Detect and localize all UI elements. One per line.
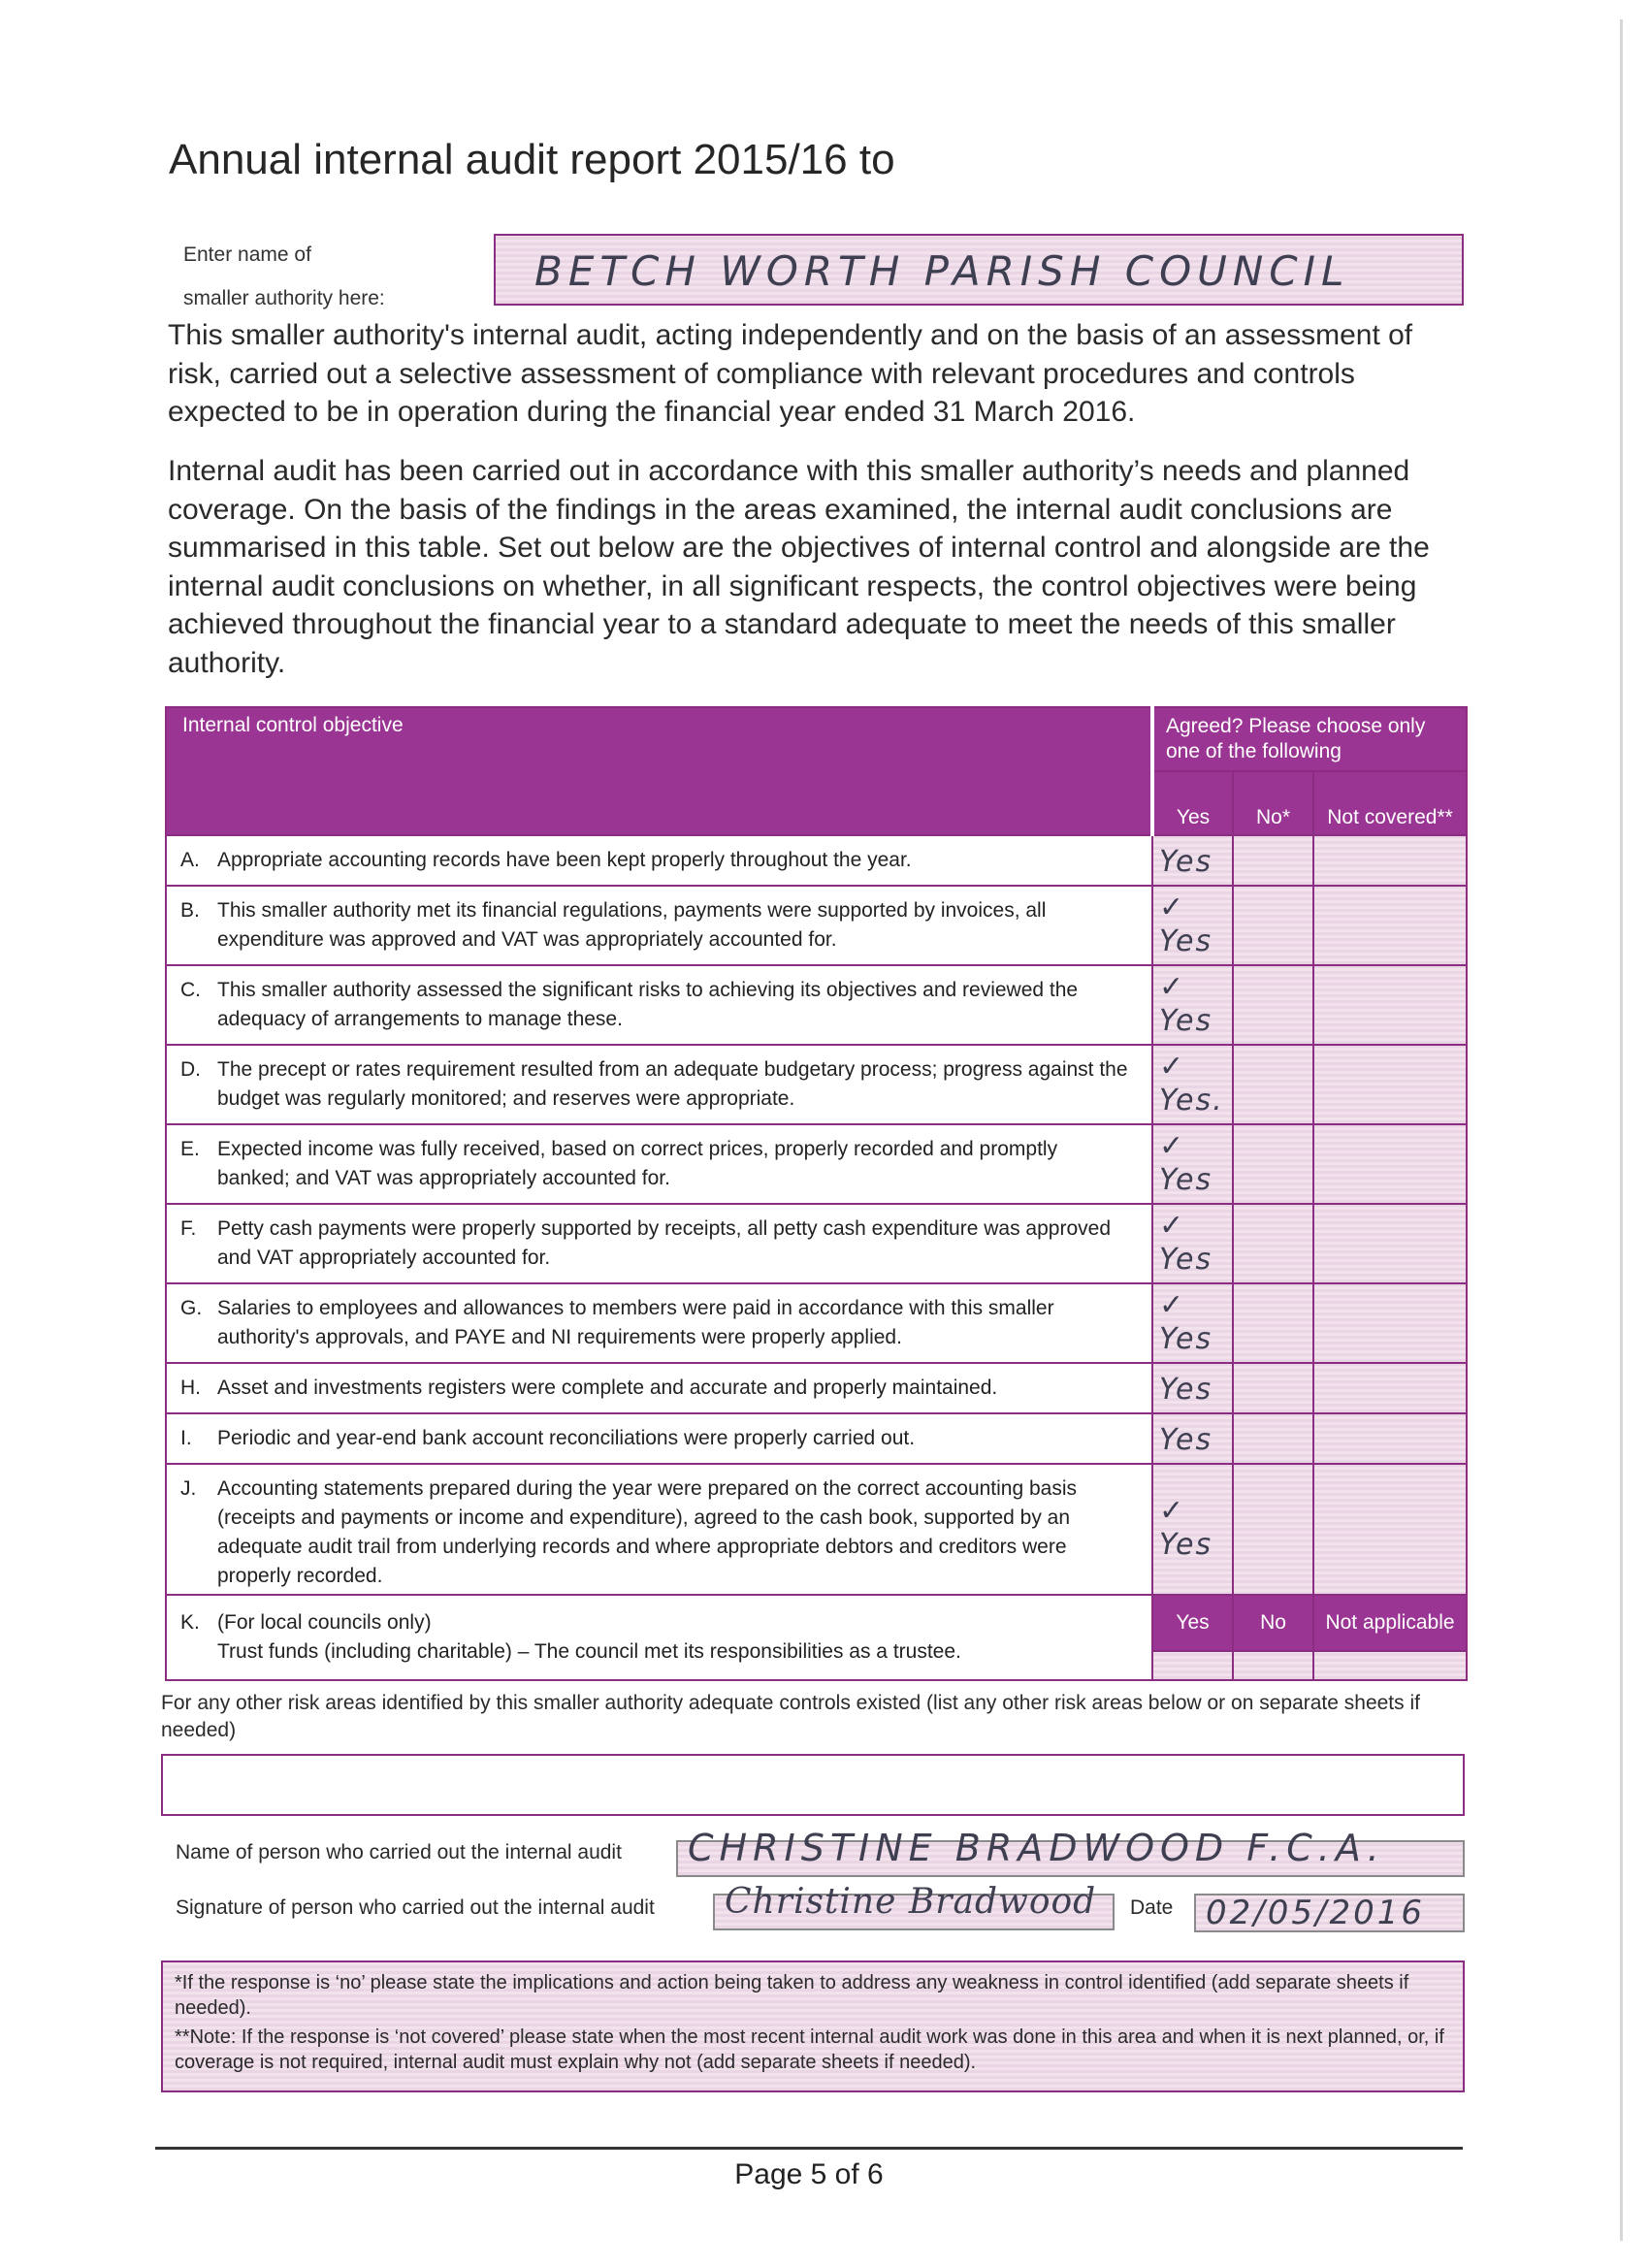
yes-mark: ✓ Yes (1159, 1288, 1213, 1356)
k-no-cell[interactable] (1233, 1651, 1313, 1680)
yes-cell[interactable] (1152, 1413, 1233, 1464)
auditor-name-value: CHRISTINE BRADWOOD F.C.A. (688, 1827, 1385, 1869)
row-letter: F. (180, 1217, 197, 1240)
not-covered-cell[interactable] (1313, 1363, 1467, 1413)
yes-mark: ✓ Yes. (1159, 1050, 1224, 1118)
header-no: No* (1233, 771, 1313, 835)
no-cell[interactable] (1233, 1363, 1313, 1413)
row-letter: K. (180, 1611, 200, 1634)
row-text: This smaller authority assessed the significant risks to achieving its objectives and reviewed the adequacy of arrangements to manage these. (217, 979, 1079, 1030)
no-cell[interactable] (1233, 1124, 1313, 1204)
yes-mark: ✓ Yes (1159, 1494, 1213, 1562)
date-field[interactable] (1194, 1894, 1465, 1932)
objective-cell (166, 1363, 1152, 1413)
row-text: Appropriate accounting records have been kept properly throughout the year. (217, 849, 912, 871)
not-covered-cell[interactable] (1313, 886, 1467, 965)
objective-cell (166, 965, 1152, 1045)
footnote-no: *If the response is ‘no’ please state the implications and action being taken to address any weakness in control identified (add separate sheets if needed). (175, 1972, 1409, 2019)
yes-mark: ✓ Yes (1159, 1129, 1213, 1197)
footer-divider (155, 2147, 1463, 2150)
table-row (166, 1124, 1467, 1204)
yes-cell[interactable] (1152, 886, 1233, 965)
row-letter: I. (180, 1427, 192, 1449)
trust-funds-objective (166, 1595, 1152, 1680)
row-letter: A. (180, 849, 200, 871)
row-letter: E. (180, 1138, 200, 1160)
not-covered-cell[interactable] (1313, 835, 1467, 886)
k-header-not-applicable: Not applicable (1313, 1595, 1467, 1651)
yes-cell[interactable] (1152, 1363, 1233, 1413)
other-risks-field[interactable] (161, 1754, 1465, 1816)
objective-cell (166, 1045, 1152, 1124)
row-letter: C. (180, 979, 201, 1001)
header-objective: Internal control objective (166, 707, 1152, 835)
no-cell[interactable] (1233, 1283, 1313, 1363)
yes-mark: ✓ Yes (1159, 970, 1213, 1038)
no-cell[interactable] (1233, 1045, 1313, 1124)
yes-mark: ✓ Yes (1159, 1209, 1213, 1277)
authority-name-field[interactable] (494, 234, 1464, 306)
date-label: Date (1130, 1896, 1174, 1919)
row-text: Expected income was fully received, based on correct prices, properly recorded and promptly banked; and VAT was appropriately accounted for. (217, 1138, 1058, 1189)
table-row (166, 1045, 1467, 1124)
auditor-signature-label: Signature of person who carried out the internal audit (176, 1896, 655, 1919)
objective-cell (166, 1464, 1152, 1602)
table-row (166, 1464, 1467, 1602)
authority-label (183, 233, 385, 320)
intro-paragraph-2: Internal audit has been carried out in accordance with this smaller authority’s needs and planned coverage. On the basis of the findings in the areas examined, the internal audit conclusions are summarised in this table. Set out below are the objectives of internal control and alongside are the internal audit conclusions on whether, in all significant respects, the control objectives were being achieved throughout the financial year to a standard adequate to meet the needs of this smaller authority. (168, 455, 1430, 679)
row-letter: D. (180, 1058, 201, 1081)
table-row (166, 835, 1467, 886)
not-covered-cell[interactable] (1313, 1124, 1467, 1204)
table-row (166, 1363, 1467, 1413)
internal-control-table (165, 706, 1468, 1603)
row-text: Periodic and year-end bank account reconciliations were properly carried out. (217, 1427, 916, 1449)
row-letter: J. (180, 1477, 197, 1500)
footnotes-box (161, 1960, 1465, 2092)
k-header-no: No (1233, 1595, 1313, 1651)
table-row (166, 1413, 1467, 1464)
authority-label-line2: smaller authority here: (183, 287, 385, 309)
row-text: Accounting statements prepared during the year were prepared on the correct accounting basis (receipts and payments or income and expenditure), agreed to the cash book, supported by an adequate audit trail from underlying records and where appropriate debtors and creditors were properly recorded. (217, 1477, 1078, 1587)
page-title: Annual internal audit report 2015/16 to (169, 136, 895, 183)
row-letter: G. (180, 1297, 203, 1319)
not-covered-cell[interactable] (1313, 1204, 1467, 1283)
objective-cell (166, 1283, 1152, 1363)
not-covered-cell[interactable] (1313, 1413, 1467, 1464)
scan-edge (1620, 19, 1623, 2241)
table-row (166, 1204, 1467, 1283)
row-text: Asset and investments registers were complete and accurate and properly maintained. (217, 1377, 998, 1399)
trust-funds-title: (For local councils only) (217, 1611, 432, 1634)
no-cell[interactable] (1233, 1464, 1313, 1602)
row-text: The precept or rates requirement resulted from an adequate budgetary process; progress against the budget was regularly monitored; and reserves were appropriate. (217, 1058, 1128, 1110)
date-value: 02/05/2016 (1206, 1894, 1425, 1932)
table-row (166, 886, 1467, 965)
no-cell[interactable] (1233, 835, 1313, 886)
yes-cell[interactable] (1152, 1283, 1233, 1363)
footnote-not-covered: **Note: If the response is ‘not covered’ please state when the most recent internal audit work was done in this area and when it is next planned, or, if coverage is not required, internal audit must explain why not (add separate sheets if needed). (175, 2026, 1444, 2073)
trust-funds-line2: Trust funds (including charitable) – The council met its responsibilities as a trustee. (217, 1640, 961, 1663)
k-header-yes: Yes (1152, 1595, 1233, 1651)
page-number: Page 5 of 6 (734, 2158, 884, 2190)
yes-cell[interactable] (1152, 1464, 1233, 1602)
yes-cell[interactable] (1152, 1045, 1233, 1124)
auditor-signature-value: Christine Bradwood (725, 1882, 1097, 1922)
no-cell[interactable] (1233, 1413, 1313, 1464)
objective-cell (166, 1413, 1152, 1464)
no-cell[interactable] (1233, 886, 1313, 965)
row-text: This smaller authority met its financial regulations, payments were supported by invoices, all expenditure was approved and VAT was appropriately accounted for. (217, 899, 1047, 951)
no-cell[interactable] (1233, 965, 1313, 1045)
not-covered-cell[interactable] (1313, 1045, 1467, 1124)
objective-cell (166, 886, 1152, 965)
yes-mark: Yes (1159, 1423, 1213, 1457)
header-yes: Yes (1152, 771, 1233, 835)
row-letter: B. (180, 899, 200, 922)
other-risks-instructions: For any other risk areas identified by this smaller authority adequate controls existed (list any other risk areas below or on separate sheets if needed) (161, 1692, 1420, 1741)
row-text: Salaries to employees and allowances to members were paid in accordance with this smaller authority's approvals, and PAYE and NI requirements were properly applied. (217, 1297, 1054, 1348)
authority-label-line1: Enter name of (183, 243, 311, 266)
yes-cell[interactable] (1152, 1204, 1233, 1283)
k-yes-cell[interactable] (1152, 1651, 1233, 1680)
not-covered-cell[interactable] (1313, 1464, 1467, 1602)
yes-mark: ✓ Yes (1159, 891, 1213, 958)
auditor-name-field[interactable] (676, 1827, 1465, 1877)
row-text: Petty cash payments were properly supported by receipts, all petty cash expenditure was approved and VAT appropriately accounted for. (217, 1217, 1111, 1269)
objective-cell (166, 1124, 1152, 1204)
yes-cell[interactable] (1152, 965, 1233, 1045)
authority-name-value: BETCH WORTH PARISH COUNCIL (534, 247, 1350, 295)
trust-funds-line1 (180, 1608, 1138, 1637)
auditor-name-label: Name of person who carried out the internal audit (176, 1841, 622, 1863)
yes-mark: Yes (1159, 1373, 1213, 1407)
header-agreed: Agreed? Please choose only one of the following (1152, 707, 1467, 771)
intro-paragraph-1: This smaller authority's internal audit, acting independently and on the basis of an assessment of risk, carried out a selective assessment of compliance with relevant procedures and controls expected to be in operation during the financial year ended 31 March 2016. (168, 319, 1413, 429)
not-covered-cell[interactable] (1313, 1283, 1467, 1363)
objective-cell (166, 835, 1152, 886)
not-covered-cell[interactable] (1313, 965, 1467, 1045)
k-not-applicable-cell[interactable] (1313, 1651, 1467, 1680)
table-row (166, 1283, 1467, 1363)
table-row (166, 965, 1467, 1045)
header-not-covered: Not covered** (1313, 771, 1467, 835)
auditor-signature-field[interactable] (713, 1882, 1115, 1930)
yes-cell[interactable] (1152, 1124, 1233, 1204)
yes-cell[interactable] (1152, 835, 1233, 886)
objective-cell (166, 1204, 1152, 1283)
no-cell[interactable] (1233, 1204, 1313, 1283)
row-letter: H. (180, 1377, 201, 1399)
trust-funds-table (165, 1594, 1468, 1681)
yes-mark: Yes (1159, 845, 1213, 879)
